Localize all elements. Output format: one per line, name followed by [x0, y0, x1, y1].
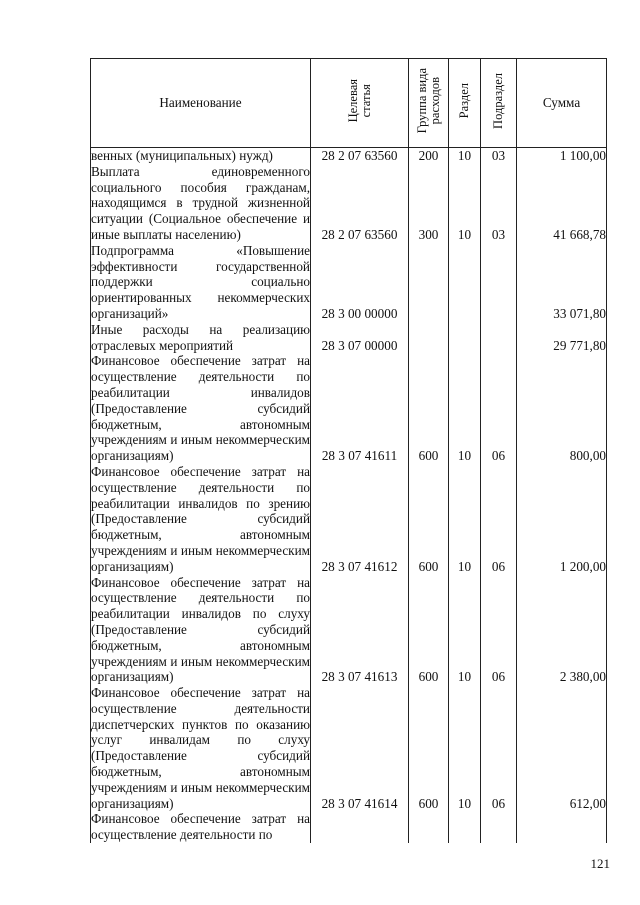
row-name: венных (муниципальных) нужд) [91, 148, 311, 164]
row-subsection: 06 [481, 575, 517, 686]
row-amount: 1 200,00 [517, 464, 607, 575]
row-code: 28 3 07 41611 [311, 353, 409, 464]
table-row [91, 353, 607, 464]
row-group: 300 [409, 164, 449, 243]
row-code: 28 2 07 63560 [311, 164, 409, 243]
row-subsection [481, 811, 517, 843]
row-section: 10 [449, 164, 481, 243]
row-name: Выплата единовременного социального пособия гражданам, находящимся в трудной жизненной ситуации (Социальное обеспечение и иные выплаты населению) [91, 163, 310, 242]
table-row [91, 685, 607, 811]
row-amount: 1 100,00 [517, 148, 607, 164]
row-name: Иные расходы на реализацию отраслевых мероприятий [91, 321, 310, 353]
row-code: 28 3 07 00000 [311, 322, 409, 354]
row-name: Финансовое обеспечение затрат на осуществление деятельности по [91, 811, 310, 843]
row-name: Финансовое обеспечение затрат на осуществление деятельности по реабилитации инвалидов по зрению (Предоставление субсидий бюджетным, автономным учреждениям и иным некоммерческим организациям) [91, 463, 310, 574]
table-row [91, 811, 607, 843]
row-name: Подпрограмма «Повышение эффективности государственной поддержки социально ориентированных некоммерческих организаций» [91, 242, 310, 321]
row-subsection: 03 [481, 148, 517, 164]
header-section: Раздел [449, 59, 481, 148]
row-group: 600 [409, 464, 449, 575]
table-row [91, 575, 607, 686]
row-amount: 29 771,80 [517, 322, 607, 354]
row-code: 28 2 07 63560 [311, 148, 409, 164]
row-amount: 2 380,00 [517, 575, 607, 686]
table-row [91, 322, 607, 354]
row-subsection: 06 [481, 353, 517, 464]
row-amount: 33 071,80 [517, 243, 607, 322]
row-subsection: 06 [481, 685, 517, 811]
row-section: 10 [449, 464, 481, 575]
row-section: 10 [449, 353, 481, 464]
budget-table [90, 58, 607, 843]
row-name: Финансовое обеспечение затрат на осуществление деятельности по реабилитации инвалидов (Предоставление субсидий бюджетным, автономным учреждениям и иным некоммерческим организациям) [91, 353, 310, 464]
header-expense-group: Группа вида расходов [409, 59, 449, 148]
row-section: 10 [449, 575, 481, 686]
row-subsection [481, 322, 517, 354]
row-group [409, 811, 449, 843]
table-row [91, 164, 607, 243]
row-group: 600 [409, 685, 449, 811]
row-name: Финансовое обеспечение затрат на осуществление деятельности по реабилитации инвалидов по слуху (Предоставление субсидий бюджетным, автономным учреждениям и иным некоммерческим организациям) [91, 574, 310, 685]
row-subsection: 06 [481, 464, 517, 575]
header-amount: Сумма [517, 59, 607, 148]
row-amount: 41 668,78 [517, 164, 607, 243]
row-group [409, 322, 449, 354]
row-amount: 800,00 [517, 353, 607, 464]
row-group: 600 [409, 575, 449, 686]
row-code [311, 811, 409, 843]
page-number: 121 [590, 856, 610, 871]
table-row [91, 243, 607, 322]
row-section: 10 [449, 685, 481, 811]
header-target-article: Целевая статья [311, 59, 409, 148]
row-group [409, 243, 449, 322]
header-name: Наименование [91, 59, 311, 148]
row-section [449, 322, 481, 354]
row-section [449, 811, 481, 843]
header-subsection: Подраздел [481, 59, 517, 148]
row-code: 28 3 00 00000 [311, 243, 409, 322]
row-code: 28 3 07 41614 [311, 685, 409, 811]
row-group: 600 [409, 353, 449, 464]
row-group: 200 [409, 148, 449, 164]
table-header-row [91, 59, 607, 148]
row-subsection [481, 243, 517, 322]
table-row [91, 148, 607, 164]
row-code: 28 3 07 41613 [311, 575, 409, 686]
row-name: Финансовое обеспечение затрат на осуществление деятельности диспетчерских пунктов по оказанию услуг инвалидам по слуху (Предоставление субсидий бюджетным, автономным учреждениям и иным некоммерческим организациям) [91, 685, 310, 811]
row-section [449, 243, 481, 322]
row-amount: 612,00 [517, 685, 607, 811]
row-code: 28 3 07 41612 [311, 464, 409, 575]
row-subsection: 03 [481, 164, 517, 243]
table-row [91, 464, 607, 575]
row-section: 10 [449, 148, 481, 164]
row-amount [517, 811, 607, 843]
